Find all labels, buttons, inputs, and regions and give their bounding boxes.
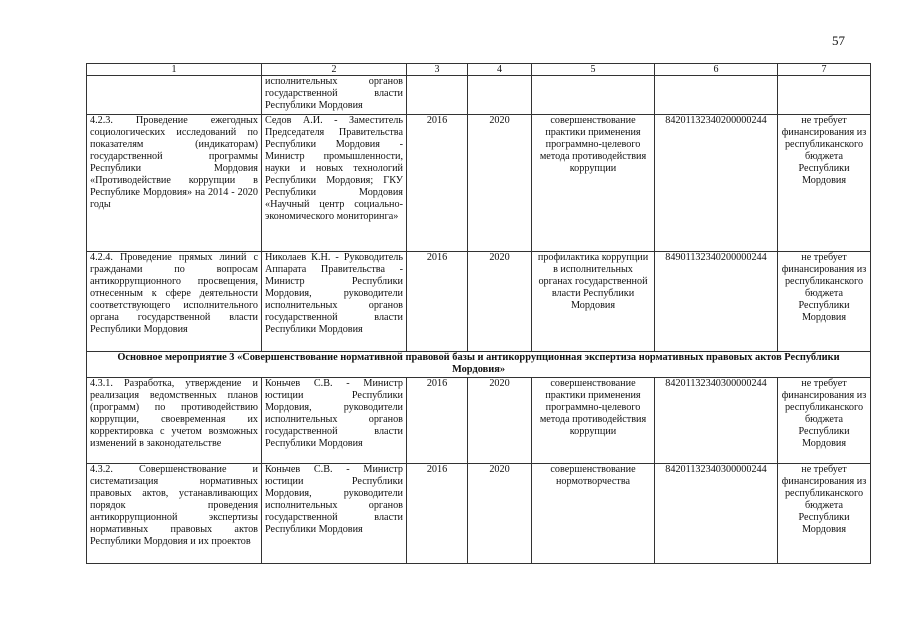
table-row	[87, 378, 871, 464]
header-cell: 6	[655, 64, 778, 76]
start-year-cell: 2016	[407, 464, 468, 564]
end-year-cell: 2020	[468, 115, 532, 252]
measure-cell: 4.3.1. Разработка, утверждение и реализация ведомственных планов (программ) по противодействию коррупции, своевременная их корректировка с учетом возможных изменений в законодательстве	[87, 378, 262, 464]
table-row	[87, 464, 871, 564]
financing-cell	[778, 76, 871, 115]
start-year-cell	[407, 76, 468, 115]
budget-code-cell: 84201132340300000244	[655, 378, 778, 464]
budget-code-cell: 84901132340200000244	[655, 252, 778, 352]
budget-code-cell: 84201132340300000244	[655, 464, 778, 564]
financing-cell: не требует финансирования из республиканского бюджета Республики Мордовия	[778, 464, 871, 564]
table-row	[87, 252, 871, 352]
page-number: 57	[832, 33, 845, 48]
result-cell: совершенствование нормотворчества	[532, 464, 655, 564]
measure-cell: 4.2.3. Проведение ежегодных социологических исследований по показателям (индикаторам) государственной программы Республики Мордовия «Противодействие коррупции в Республике Мордовия» на 2014 - 2020 годы	[87, 115, 262, 252]
measure-cell: 4.3.2. Совершенствование и систематизация нормативных правовых актов, устанавливающих порядок проведения антикоррупционной экспертизы нормативных правовых актов Республики Мордовия и их проектов	[87, 464, 262, 564]
result-cell: совершенствование практики применения программно-целевого метода противодействия коррупции	[532, 115, 655, 252]
start-year-cell: 2016	[407, 115, 468, 252]
end-year-cell: 2020	[468, 378, 532, 464]
section-row	[87, 352, 871, 378]
end-year-cell: 2020	[468, 252, 532, 352]
result-cell: профилактика коррупции в исполнительных органах государственной власти Республики Мордовия	[532, 252, 655, 352]
result-cell: совершенствование практики применения программно-целевого метода противодействия коррупции	[532, 378, 655, 464]
header-cell: 5	[532, 64, 655, 76]
financing-cell: не требует финансирования из республиканского бюджета Республики Мордовия	[778, 252, 871, 352]
measure-cell: 4.2.4. Проведение прямых линий с гражданами по вопросам антикоррупционного просвещения, отнесенным к сфере деятельности соответствующего исполнительного органа государственной власти Республики Мордовия	[87, 252, 262, 352]
start-year-cell: 2016	[407, 378, 468, 464]
table-row	[87, 76, 871, 115]
start-year-cell: 2016	[407, 252, 468, 352]
result-cell	[532, 76, 655, 115]
executor-cell: Николаев К.Н. - Руководитель Аппарата Правительства - Министр Республики Мордовия, руководители исполнительных органов государственной власти Республики Мордовия	[262, 252, 407, 352]
header-cell: 7	[778, 64, 871, 76]
executor-cell: Коньчев С.В. - Министр юстиции Республики Мордовия, руководители исполнительных органов государственной власти Республики Мордовия	[262, 378, 407, 464]
financing-cell: не требует финансирования из республиканского бюджета Республики Мордовия	[778, 378, 871, 464]
header-cell: 1	[87, 64, 262, 76]
budget-code-cell: 84201132340200000244	[655, 115, 778, 252]
budget-code-cell	[655, 76, 778, 115]
header-cell: 3	[407, 64, 468, 76]
section-heading: Основное мероприятие 3 «Совершенствование нормативной правовой базы и антикоррупционная экспертиза нормативных правовых актов Республики Мордовия»	[87, 352, 871, 378]
header-cell: 2	[262, 64, 407, 76]
header-cell: 4	[468, 64, 532, 76]
measure-cell	[87, 76, 262, 115]
table-row	[87, 115, 871, 252]
end-year-cell	[468, 76, 532, 115]
end-year-cell: 2020	[468, 464, 532, 564]
financing-cell: не требует финансирования из республиканского бюджета Республики Мордовия	[778, 115, 871, 252]
executor-cell: исполнительных органов государственной власти Республики Мордовия	[262, 76, 407, 115]
program-table	[86, 63, 871, 564]
executor-cell: Седов А.И. - Заместитель Председателя Правительства Республики Мордовия - Министр промышленности, науки и новых технологий Республики Мордовия; ГКУ Республики Мордовия «Научный центр социально-экономического мониторинга»	[262, 115, 407, 252]
header-row	[87, 64, 871, 76]
executor-cell: Коньчев С.В. - Министр юстиции Республики Мордовия, руководители исполнительных органов государственной власти Республики Мордовия	[262, 464, 407, 564]
